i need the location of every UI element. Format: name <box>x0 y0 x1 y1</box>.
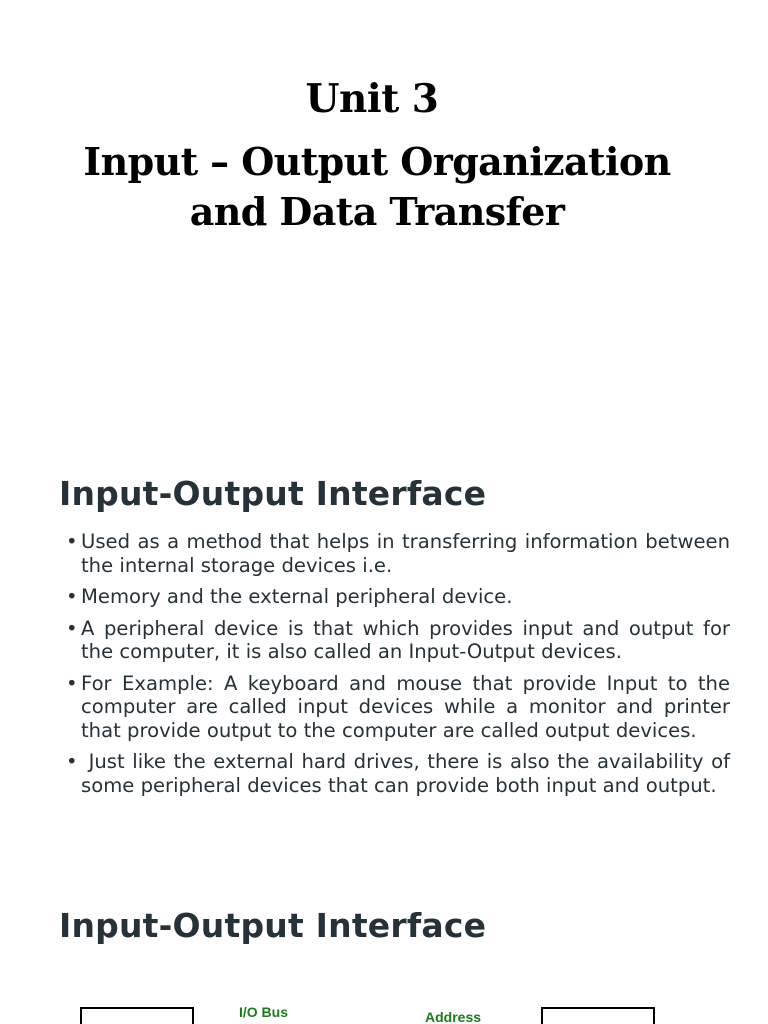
list-item <box>66 750 737 797</box>
list-item <box>66 617 730 664</box>
list-item-text: Used as a method that helps in transferring information between the internal storage devices i.e. <box>81 530 730 577</box>
bullet-icon: • <box>66 671 78 695</box>
main-title-line-2: and Data Transfer <box>189 189 565 234</box>
list-item-text: A peripheral device is that which provides input and output for the computer, it is also called an Input-Output devices. <box>81 616 730 663</box>
bullet-icon: • <box>66 530 78 553</box>
main-title <box>60 137 694 237</box>
io-interface-diagram <box>0 990 768 1024</box>
bullet-list <box>66 530 737 805</box>
list-item <box>66 672 730 743</box>
bullet-icon: • <box>66 616 78 640</box>
list-item <box>66 585 730 609</box>
processor-box <box>80 1007 194 1024</box>
section-heading-1: Input-Output Interface <box>59 474 487 513</box>
bullet-icon: • <box>66 750 78 773</box>
bullet-icon: • <box>66 585 78 608</box>
list-item-text: Memory and the external peripheral device. <box>81 585 513 608</box>
device-box <box>541 1007 655 1024</box>
section-heading-2: Input-Output Interface <box>59 906 487 945</box>
unit-title: Unit 3 <box>305 76 439 122</box>
main-title-line-1: Input – Output Organization <box>83 139 671 184</box>
address-label: Address <box>425 1009 482 1024</box>
list-item-text: For Example: A keyboard and mouse that provide Input to the computer are called input devices while a monitor and printer that provide output to the computer are called output devices. <box>81 671 730 742</box>
list-item <box>66 530 730 577</box>
io-bus-label: I/O Bus <box>239 1004 289 1020</box>
list-item-text: Just like the external hard drives, there is also the availability of some peripheral devices that can provide both input and output. <box>81 750 737 797</box>
